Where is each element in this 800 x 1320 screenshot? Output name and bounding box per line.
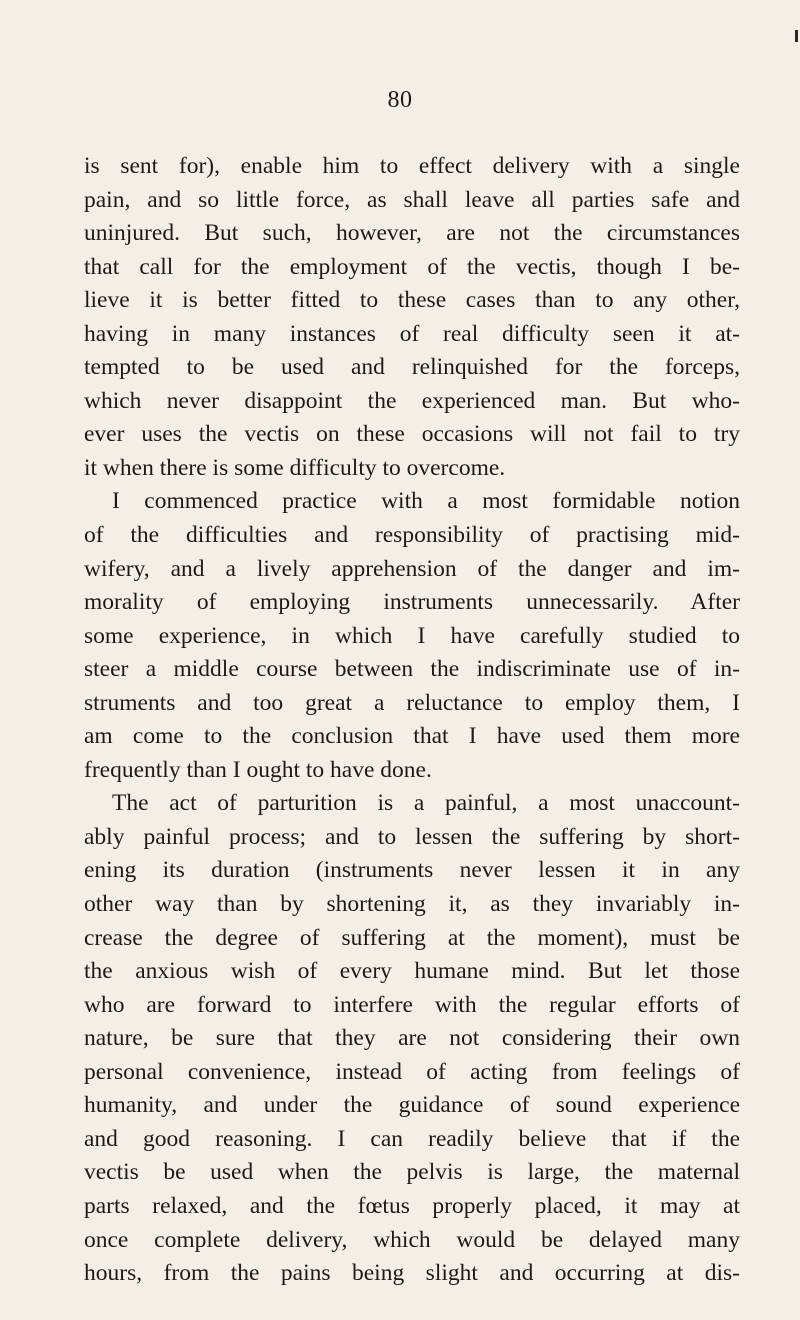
- text-line: the anxious wish of every humane mind. But let those: [84, 958, 740, 985]
- text-line: tempted to be used and relinquished for the forceps,: [84, 354, 740, 381]
- text-line: it when there is some difficulty to overcome.: [84, 454, 506, 481]
- text-line: lieve it is better fitted to these cases than to any other,: [84, 287, 740, 314]
- text-line: steer a middle course between the indiscriminate use of in-: [84, 656, 740, 683]
- text-line: vectis be used when the pelvis is large, the maternal: [84, 1159, 740, 1186]
- text-line: personal convenience, instead of acting from feelings of: [84, 1058, 740, 1085]
- text-line: struments and too great a reluctance to employ them, I: [84, 689, 740, 716]
- text-line: wifery, and a lively apprehension of the danger and im-: [84, 555, 740, 582]
- text-line: who are forward to interfere with the regular efforts of: [84, 991, 740, 1018]
- text-line: humanity, and under the guidance of sound experience: [84, 1092, 740, 1119]
- text-line: nature, be sure that they are not considering their own: [84, 1025, 740, 1052]
- text-line: of the difficulties and responsibility of practising mid-: [84, 522, 740, 549]
- text-line: and good reasoning. I can readily believe that if the: [84, 1125, 740, 1152]
- text-line: ever uses the vectis on these occasions will not fail to try: [84, 421, 740, 448]
- text-line: morality of employing instruments unnecessarily. After: [84, 589, 740, 616]
- text-line: which never disappoint the experienced man. But who-: [84, 387, 740, 414]
- text-line: ably painful process; and to lessen the suffering by short-: [84, 823, 740, 850]
- text-line: once complete delivery, which would be delayed many: [84, 1226, 740, 1253]
- text-line: ening its duration (instruments never lessen it in any: [84, 857, 740, 884]
- text-line: some experience, in which I have carefully studied to: [84, 622, 740, 649]
- text-line: am come to the conclusion that I have used them more: [84, 723, 740, 750]
- text-line: pain, and so little force, as shall leave all parties safe and: [84, 186, 740, 213]
- text-line: I commenced practice with a most formidable notion: [112, 488, 740, 515]
- text-line: that call for the employment of the vectis, though I be-: [84, 253, 740, 280]
- text-line: parts relaxed, and the fœtus properly placed, it may at: [84, 1192, 740, 1219]
- text-line: The act of parturition is a painful, a most unaccount-: [112, 790, 740, 817]
- text-line: frequently than I ought to have done.: [84, 756, 432, 783]
- page-edge-mark: [795, 30, 798, 42]
- text-line: having in many instances of real difficulty seen it at-: [84, 320, 740, 347]
- text-line: other way than by shortening it, as they invariably in-: [84, 891, 740, 918]
- text-line: uninjured. But such, however, are not the circumstances: [84, 220, 740, 247]
- page-number: 80: [387, 87, 413, 113]
- text-line: hours, from the pains being slight and occurring at dis-: [84, 1260, 740, 1287]
- text-line: is sent for), enable him to effect delivery with a single: [84, 153, 740, 179]
- body-text: [84, 150, 740, 1291]
- text-line: crease the degree of suffering at the moment), must be: [84, 924, 740, 951]
